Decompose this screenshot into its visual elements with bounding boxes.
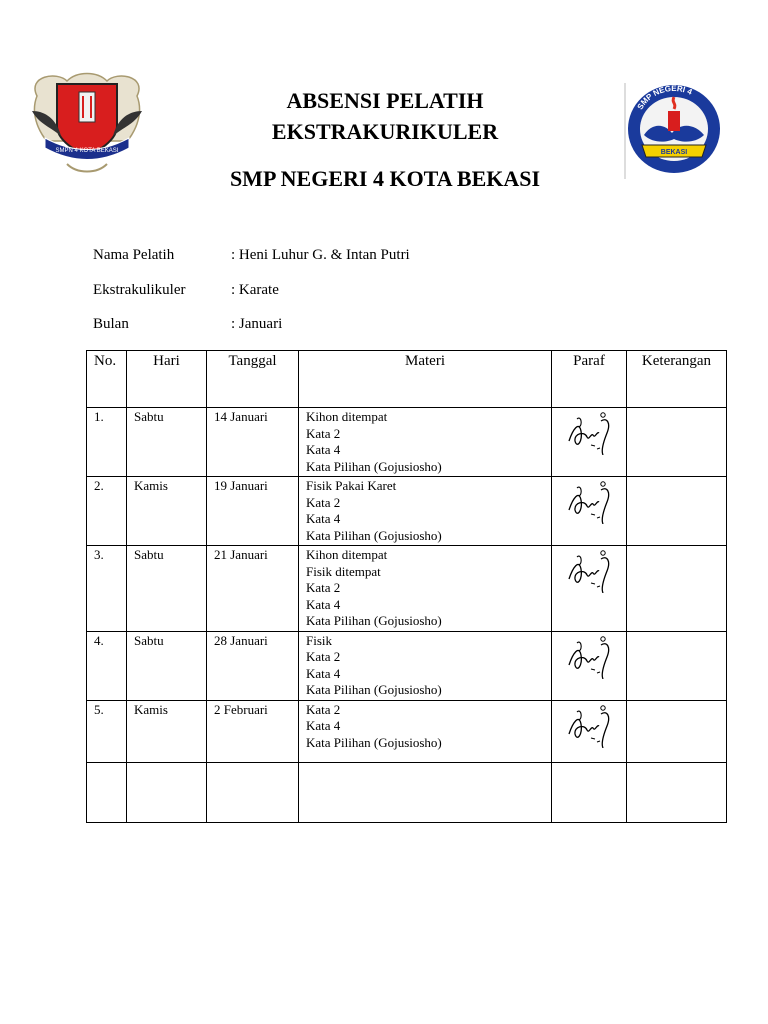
materi-item: Kata 4 <box>306 511 341 526</box>
empty-cell <box>87 762 127 822</box>
materi-item: Fisik Pakai Karet <box>306 478 397 493</box>
materi-item: Kihon ditempat <box>306 547 388 562</box>
cell-keterangan <box>627 477 727 546</box>
nama-label: Nama Pelatih <box>93 247 175 263</box>
cell-hari: Kamis <box>127 477 207 546</box>
table-row-empty <box>87 762 727 822</box>
materi-item: Kata 4 <box>306 718 341 733</box>
materi-item: Kata Pilihan (Gojusiosho) <box>306 527 442 543</box>
cell-hari: Sabtu <box>127 408 207 477</box>
empty-cell <box>299 762 552 822</box>
materi-item: Fisik ditempat <box>306 563 381 579</box>
header-tanggal: Tanggal <box>207 351 299 408</box>
bulan-value: : Januari <box>231 316 283 332</box>
materi-item: Kata 2 <box>306 425 341 441</box>
empty-cell <box>127 762 207 822</box>
info-bulan <box>93 316 282 333</box>
cell-tanggal: 21 Januari <box>207 546 299 632</box>
attendance-table <box>86 350 727 823</box>
right-logo-bottom-text: BEKASI <box>660 149 688 156</box>
header-hari: Hari <box>127 351 207 408</box>
cell-no: 2. <box>87 477 127 546</box>
header-materi: Materi <box>299 351 552 408</box>
materi-item: Kata 4 <box>306 442 341 457</box>
school-crest-logo <box>27 66 147 178</box>
cell-no: 4. <box>87 631 127 700</box>
cell-no: 1. <box>87 408 127 477</box>
empty-cell <box>552 762 627 822</box>
smpn4-bekasi-logo <box>624 83 721 179</box>
cell-no: 3. <box>87 546 127 632</box>
cell-paraf <box>552 700 627 762</box>
title-line-1: ABSENSI PELATIH <box>286 88 484 113</box>
title-line-2: EKSTRAKURIKULER <box>271 119 499 144</box>
materi-item: Kata 4 <box>306 665 341 681</box>
cell-materi <box>299 700 552 762</box>
cell-no: 5. <box>87 700 127 762</box>
bulan-label: Bulan <box>93 316 129 332</box>
header-paraf: Paraf <box>552 351 627 408</box>
cell-paraf <box>552 546 627 632</box>
empty-cell <box>207 762 299 822</box>
table-row <box>87 408 727 477</box>
signature-icon <box>565 480 615 524</box>
materi-item: Kata 2 <box>306 580 341 595</box>
materi-item: Fisik <box>306 632 333 648</box>
empty-cell <box>627 762 727 822</box>
ekskul-label: Ekstrakulikuler <box>93 282 186 298</box>
cell-hari: Sabtu <box>127 546 207 632</box>
signature-icon <box>565 635 615 679</box>
header-keterangan: Keterangan <box>627 351 727 408</box>
info-nama-pelatih <box>93 247 410 264</box>
table-row <box>87 477 727 546</box>
cell-tanggal: 14 Januari <box>207 408 299 477</box>
materi-item: Kata 4 <box>306 596 341 612</box>
cell-materi <box>299 546 552 632</box>
table-row <box>87 700 727 762</box>
left-logo-text: SMPN 4 KOTA BEKASI <box>55 148 119 154</box>
table-row <box>87 631 727 700</box>
materi-item: Kata 2 <box>306 494 341 510</box>
cell-paraf <box>552 631 627 700</box>
cell-materi <box>299 408 552 477</box>
cell-keterangan <box>627 546 727 632</box>
materi-item: Kata 2 <box>306 701 341 717</box>
cell-hari: Sabtu <box>127 631 207 700</box>
nama-value: : Heni Luhur G. & Intan Putri <box>231 247 410 263</box>
cell-materi <box>299 631 552 700</box>
cell-keterangan <box>627 631 727 700</box>
materi-item: Kata 2 <box>306 649 341 664</box>
signature-icon <box>565 704 615 748</box>
header-no: No. <box>87 351 127 408</box>
cell-materi <box>299 477 552 546</box>
cell-keterangan <box>627 408 727 477</box>
right-logo-top-text: SMP NEGERI 4 <box>635 83 694 112</box>
info-ekstrakulikuler <box>93 282 279 299</box>
materi-item: Kihon ditempat <box>306 409 388 424</box>
cell-paraf <box>552 408 627 477</box>
materi-item: Kata Pilihan (Gojusiosho) <box>306 458 442 474</box>
table-header-row <box>87 351 727 408</box>
cell-tanggal: 2 Februari <box>207 700 299 762</box>
cell-keterangan <box>627 700 727 762</box>
materi-item: Kata Pilihan (Gojusiosho) <box>306 682 442 697</box>
signature-icon <box>565 411 615 455</box>
school-name: SMP NEGERI 4 KOTA BEKASI <box>229 166 541 191</box>
cell-paraf <box>552 477 627 546</box>
cell-tanggal: 28 Januari <box>207 631 299 700</box>
materi-item: Kata Pilihan (Gojusiosho) <box>306 613 442 628</box>
table-row <box>87 546 727 632</box>
cell-tanggal: 19 Januari <box>207 477 299 546</box>
materi-item: Kata Pilihan (Gojusiosho) <box>306 734 442 750</box>
ekskul-value: : Karate <box>231 282 279 298</box>
cell-hari: Kamis <box>127 700 207 762</box>
signature-icon <box>565 549 615 593</box>
